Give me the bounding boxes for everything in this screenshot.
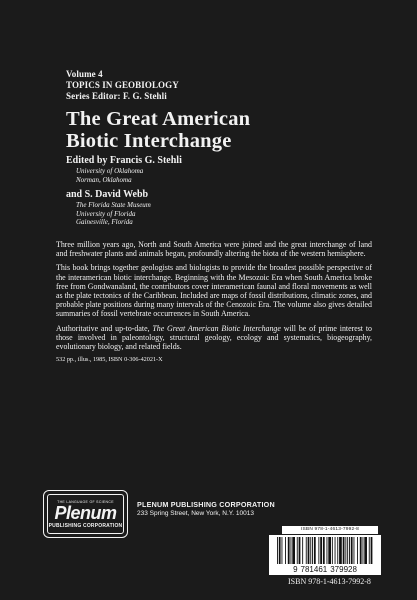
barcode-bar <box>354 537 355 564</box>
logo-wordmark: Plenum <box>54 502 117 523</box>
barcode-bar <box>363 537 364 564</box>
editor-1-affiliation-line: Norman, Oklahoma <box>76 175 132 184</box>
plenum-logo <box>43 490 128 538</box>
barcode-bar <box>308 537 310 564</box>
barcode-bar <box>302 537 303 564</box>
barcode-bar <box>357 537 358 564</box>
barcode-bar <box>337 537 338 564</box>
book-title-line-2: Biotic Interchange <box>66 130 232 152</box>
description <box>56 240 372 369</box>
book-title <box>66 108 250 152</box>
editor-2 <box>66 189 182 227</box>
isbn-label-top: ISBN 978-1-4613-7992-8 <box>282 526 378 534</box>
barcode-bar <box>312 537 313 564</box>
series-editor: Series Editor: F. G. Stehli <box>66 91 167 101</box>
barcode <box>269 535 381 575</box>
barcode-digit-group: 781461 <box>300 565 328 574</box>
barcode-bar <box>360 537 362 564</box>
barcode-bar <box>339 537 342 564</box>
logo-subtitle: PUBLISHING CORPORATION <box>48 522 123 529</box>
isbn-label-bottom: ISBN 978-1-4613-7992-8 <box>288 577 371 586</box>
paragraph-3-intro: Authoritative and up-to-date, <box>56 323 153 333</box>
description-paragraph-1: Three million years ago, North and South America were joined and the great interchange of land and freshwater plants and animals began, profoundly altering the biota of the western hemisphere. <box>56 240 372 259</box>
description-paragraph-3 <box>56 324 372 352</box>
volume-number: Volume 4 <box>66 69 103 79</box>
barcode-bars <box>275 537 375 564</box>
barcode-bar <box>347 537 348 564</box>
barcode-bar <box>343 537 345 564</box>
barcode-bar <box>320 537 322 564</box>
barcode-bar <box>292 537 295 564</box>
publisher-name: PLENUM PUBLISHING CORPORATION <box>137 500 275 509</box>
barcode-bar <box>327 537 328 564</box>
editor-2-affiliation-line: University of Florida <box>76 209 136 218</box>
barcode-bar <box>279 537 281 564</box>
editor-1-affiliation-line: University of Oklahoma <box>76 167 144 175</box>
barcode-bar <box>285 537 286 564</box>
barcode-bar <box>282 537 283 564</box>
paragraph-3-book-title: The Great American Biotic Interchange <box>152 323 281 333</box>
barcode-bar <box>306 537 307 564</box>
barcode-bar <box>328 537 331 564</box>
barcode-digit-group: 9 <box>293 565 298 574</box>
barcode-bar <box>310 537 311 564</box>
barcode-bar <box>349 537 350 564</box>
barcode-bar <box>364 537 367 564</box>
series-info <box>66 69 179 102</box>
editor-1-name: Edited by Francis G. Stehli <box>66 155 182 166</box>
barcode-bar <box>277 537 278 564</box>
barcode-bar <box>299 537 301 564</box>
editor-1 <box>66 155 182 184</box>
barcode-bar <box>318 537 319 564</box>
barcode-digit-group: 379928 <box>330 565 357 574</box>
barcode-digits <box>269 565 381 574</box>
barcode-bar <box>369 537 370 564</box>
editor-2-affiliation-line: Gainesville, Florida <box>76 218 133 226</box>
editor-2-affiliation-line: The Florida State Museum <box>76 201 151 209</box>
logo-tagline: THE LANGUAGE OF SCIENCE <box>57 499 114 504</box>
barcode-bar <box>335 537 336 564</box>
series-title: TOPICS IN GEOBIOLOGY <box>66 80 179 90</box>
book-title-line-1: The Great American <box>66 108 251 130</box>
barcode-bar <box>297 537 298 564</box>
book-citation: 532 pp., illus., 1985, ISBN 0-306-42021-X <box>56 356 163 364</box>
barcode-bar <box>291 537 292 564</box>
description-paragraph-2: This book brings together geologists and biologists to provide the broadest possible perspective of the interamerican biotic interchange. Beginning with the Mesozoic Era when South America broke free from Gondwanaland, the contributors cover interamerican faunal and floral movements as well as the plate tectonics of the Caribbean. Included are maps of fossil distributions, climatic zones, and probable plate positions during many intervals of the Cenozoic Era. The volume also gives detailed summaries of fossil vertebrate occurrences in South America. <box>56 263 372 319</box>
barcode-bar <box>288 537 290 564</box>
barcode-bar <box>332 537 333 564</box>
barcode-bar <box>351 537 353 564</box>
barcode-bar <box>345 537 346 564</box>
publisher-info <box>137 500 275 518</box>
editor-2-name: and S. David Webb <box>66 189 149 200</box>
publisher-address: 233 Spring Street, New York, N.Y. 10013 <box>137 510 254 517</box>
paragraph-3-rest: will be of prime interest to those involved in paleontology, structural geology, ecology and systematics, biogeography, evolutionary biology, and related fields. <box>56 323 372 352</box>
barcode-bar <box>323 537 325 564</box>
barcode-bar <box>371 537 373 564</box>
editors <box>66 155 182 227</box>
plenum-logo-frame <box>47 494 124 534</box>
barcode-bar <box>314 537 316 564</box>
